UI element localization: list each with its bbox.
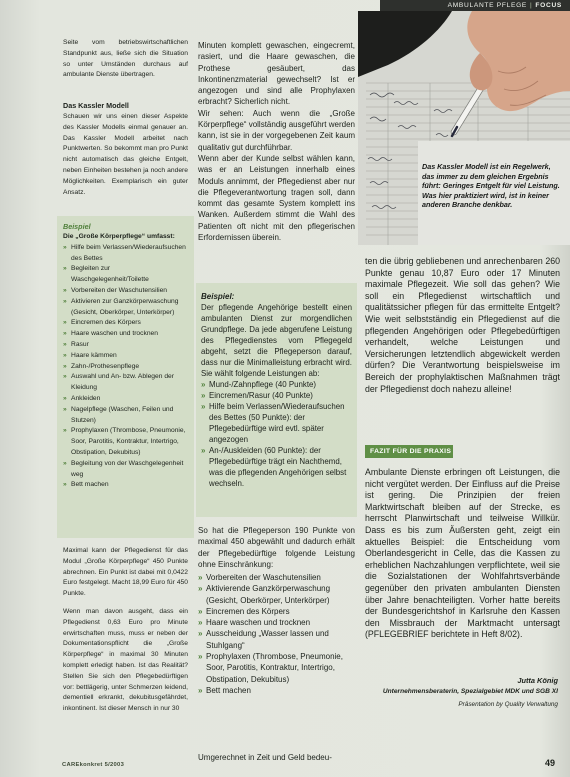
article-photo [358,11,570,245]
middle-continuation: Umgerechnet in Zeit und Geld bedeu- [198,753,332,762]
list-item: » Hilfe beim Verlassen/Wiederaufsuchen des Bettes [63,243,188,265]
list-item: » Ankleiden [63,394,188,405]
list-item: » An-/Auskleiden (60 Punkte): der Pflegebedürftige trägt ein Nachthemd, was die pflegenden Angehörigen selbst wechseln. [201,445,352,489]
hand-writing-photo [358,11,570,245]
middle-text [198,40,355,243]
middle-summary: So hat die Pflegeperson 190 Punkte von maximal 450 abgewählt und dadurch erhält der Pflegebedürftige folgende Leistung ohne Einschränkung: [198,526,355,569]
section-heading: Das Kassler Modell [63,101,129,110]
example-label: Beispiel: [201,292,235,301]
list-item: » Eincremen des Körpers [63,318,188,329]
author-role: Unternehmensberaterin, Spezialgebiet MDK und SGB XI [382,688,558,695]
fazit-heading: FAZIT FÜR DIE PRAXIS [365,445,453,458]
list-item: » Aktivieren zur Ganzkörperwaschung (Gesicht, Oberkörper, Unterkörper) [63,297,188,319]
list-item: » Hilfe beim Verlassen/Wiederaufsuchen des Bettes (50 Punkte): der Pflegebedürftige wird evtl. später angezogen [201,401,352,445]
list-item: » Prophylaxen (Thrombose, Pneumonie, Soor, Parotitis, Kontraktur, Intertrigo, Obstipation, Dekubitus) [198,651,355,685]
author-name: Jutta König [517,676,558,685]
list-item: » Ausscheidung „Wasser lassen und Stuhlgang“ [198,628,355,651]
list-item: » Prophylaxen (Thrombose, Pneumonie, Soor, Parotitis, Kontraktur, Intertrigo, Obstipation, Dekubitus) [63,426,188,458]
list-item: » Mund-/Zahnpflege (40 Punkte) [201,379,352,390]
deselected-items-list [201,379,352,489]
list-item: » Begleitung von der Waschgelegenheit weg [63,459,188,481]
list-item: » Rasur [63,340,188,351]
list-item: » Haare waschen und trocknen [63,329,188,340]
example-box-middle [196,283,357,517]
list-item: » Eincremen/Rasur (40 Punkte) [201,390,352,401]
page-number: 49 [545,758,556,768]
list-item: » Begleiten zur Waschgelegenheit/Toilette [63,264,188,286]
list-item: » Aktivierende Ganzkörperwaschung (Gesicht, Oberkörper, Unterkörper) [198,583,355,606]
list-item: » Zahn-/Prothesenpflege [63,362,188,373]
left-intro: Seite vom betriebswirtschaftlichen Standpunkt aus, ließe sich die Situation so unter Umständen durchaus auf ambulante Dienste übertragen. [63,39,188,79]
list-item: » Bett machen [198,685,355,696]
list-item: » Auswahl und An- bzw. Ablegen der Kleidung [63,372,188,394]
section-name: AMBULANTE PFLEGE [447,2,527,9]
fazit-text: Ambulante Dienste erbringen oft Leistungen, die nicht vergütet werden. Der Einfluss auf die Preise ist gering. Die Prinzipien der freien Marktwirtschaft bleiben auf der Strecke, es herrscht Planwirtschaft und teilweise Willkür. Dass es bis zum Äußersten geht, zeigt ein aktuelles Beispiel: die Entscheidung vom Oberlandesgericht in Celle, das die Kassen zu erheblichen Nachzahlungen verpflichtete, weil sie die Sozialstationen der Wohlfahrtsverbände gegenüber den privaten ambulanten Diensten über Jahre benachteiligten. Vorher hatte bereits der Bundesgerichtshof in Karlsruhe den Kassen den Missbrauch der Marktmacht untersagt (PFLEGEBRIEF berichtete in Heft 8/02). [365,467,560,640]
section-topic: FOCUS [535,2,562,9]
left-body: Schauen wir uns einen dieser Aspekte des Kassler Modells einmal genauer an. Das Kassler Modell arbeitet nach Punktwerten. So bekommt man pro Punkt nicht automatisch das gleiche Entgelt, neben Einheiten bestehen ja noch andere Möglichkeiten. Exemplarisch ein guter Ansatz. [63,113,188,196]
list-item: » Bett machen [63,480,188,491]
middle-paragraph: Wenn aber der Kunde selbst wählen kann, was er an Leistungen innerhalb eines Moduls annimmt, der Pflegedienst aber nur die Pflegeverantwortung tragen soll, dann kommt das gesamte System komplett ins Wanken. Außerdem stimmt die Wahl des Patienten oft nicht mit den pflegerischen Erfordernissen überein. [198,153,355,243]
left-paragraph-2: Wenn man davon ausgeht, dass ein Pflegedienst 0,63 Euro pro Minute erwirtschaften muss, muss er neben der Dokumentationspflicht die „Große Körperpflege“ in maximal 30 Minuten komplett erledigt haben. Ist das Realität? Stellen Sie sich den Pflegebedürftigen vor: bettlägerig, unter Schmerzen leidend, dementiell erkrankt, dekubitusgefährdet, inkontinent. Ist dieser Mensch in nur 30 [63,608,188,713]
list-item: » Haare kämmen [63,351,188,362]
list-item: » Nagelpflege (Waschen, Feilen und Stutzen) [63,405,188,427]
care-items-list [63,243,188,491]
example-box-left [57,216,194,538]
list-item: » Eincremen des Körpers [198,606,355,617]
section-header [380,0,570,11]
left-paragraph-1: Maximal kann der Pflegedienst für das Modul „Große Körperpflege“ 450 Punkte abrechnen. Ein Punkt ist dabei mit 0,0422 Euro festgelegt. Macht 18,99 Euro für 450 Punkte. [63,547,188,598]
list-item: » Vorbereiten der Waschutensilien [198,572,355,583]
example-text: Der pflegende Angehörige bestellt einen ambulanten Dienst zur morgendlichen Grundpflege. Da jede abgerufene Leistung des Pflegedienstes vom Pflegegeld abgeht, setzt die Pflegeperson darauf, dass nur die Minimalleistung erbracht wird. Sie wählt folgende Leistungen ab: [201,303,352,378]
middle-paragraph: Minuten komplett gewaschen, eingecremt, rasiert, und die Haare gewaschen, die Prothese gesäubert, das Inkontinenzmaterial gewechselt? Ist er angezogen und sind alle Prophylaxen erbracht? Sicherlich nicht. [198,41,355,107]
publication-name: CAREkonkret 5/2003 [62,762,125,768]
section-separator: | [530,2,533,9]
remaining-items-list [198,572,355,696]
middle-paragraph: Wir sehen: Auch wenn die „Große Körperpflege“ vollständig ausgeführt werden kann, ist sie in der vorgegebenen Zeit kaum qualitativ gut durchführbar. [198,108,355,152]
photo-credit: Präsentation by Quality Verwaltung [458,701,558,708]
right-paragraph: ten die übrig gebliebenen und anrechenbaren 260 Punkte genau 10,87 Euro oder 17 Minuten maximale Pflegezeit. Wie soll das gehen? Wie soll ein Pflegedienst wirtschaftlich und qualitätssicher pflegen für das ermittelte Entgelt? Wie weit selbstständig ein Pflegedienst auf die pflegenden Angehörigen oder Pflegebedürftigen verhandelt, welche Leistungen und Versicherungen letztendlich abgewickelt werden dürfen? Die Verantwortung beispielsweise im Bereich der prophylaktischen Maßnahmen trägt der Pflegedienst doch nahezu alleine! [365,256,560,394]
list-item: » Haare waschen und trocknen [198,617,355,628]
example-title: Die „Große Körperpflege“ umfasst: [63,233,175,240]
list-item: » Vorbereiten der Waschutensilien [63,286,188,297]
photo-caption: Das Kassler Modell ist ein Regelwerk, das immer zu dem gleichen Ergebnis führt: Geringes Entgelt für viel Leistung. Was hier praktiziert wird, ist in keiner anderen Branche denkbar. [422,162,560,209]
example-label: Beispiel [63,222,91,231]
